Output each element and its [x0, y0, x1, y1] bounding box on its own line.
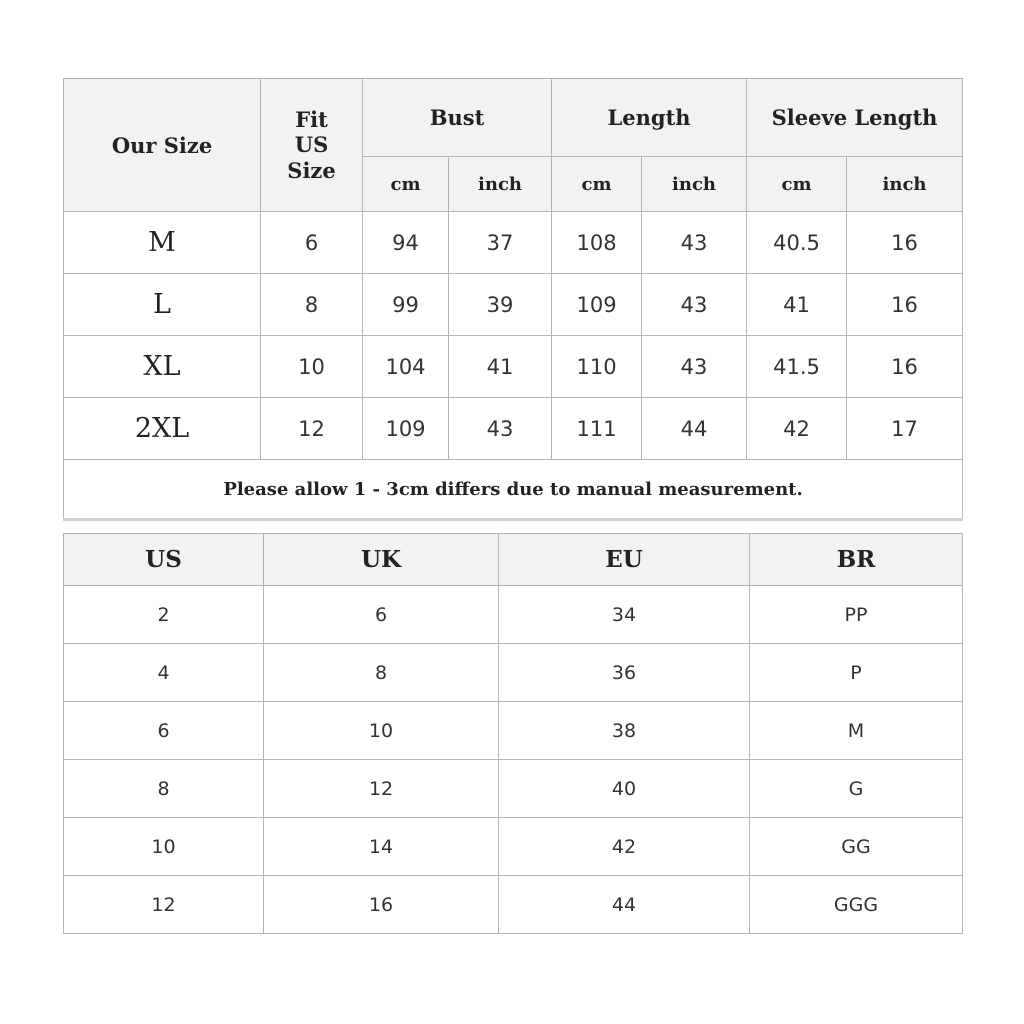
br-cell: PP	[750, 586, 963, 644]
table-row	[64, 212, 963, 274]
unit-bust-inch: inch	[449, 157, 552, 212]
header-our-size: Our Size	[64, 79, 261, 212]
us-cell: 10	[64, 818, 264, 876]
bust-cm-cell: 99	[363, 274, 449, 336]
table-row	[64, 644, 963, 702]
length-cm-cell: 108	[552, 212, 642, 274]
br-cell: GGG	[750, 876, 963, 934]
unit-length-cm: cm	[552, 157, 642, 212]
br-cell: G	[750, 760, 963, 818]
header-sleeve-length: Sleeve Length	[747, 79, 963, 157]
eu-cell: 42	[499, 818, 750, 876]
uk-cell: 8	[264, 644, 499, 702]
table-row	[64, 336, 963, 398]
bust-cm-cell: 109	[363, 398, 449, 460]
header-fit-us-size-label: Fit US Size	[287, 107, 336, 183]
table-row	[64, 702, 963, 760]
header-eu: EU	[499, 534, 750, 586]
sleeve-inch-cell: 16	[847, 212, 963, 274]
eu-cell: 38	[499, 702, 750, 760]
fit-us-cell: 12	[261, 398, 363, 460]
length-inch-cell: 43	[642, 274, 747, 336]
table-row	[64, 274, 963, 336]
sleeve-inch-cell: 16	[847, 274, 963, 336]
uk-cell: 16	[264, 876, 499, 934]
header-bust: Bust	[363, 79, 552, 157]
eu-cell: 40	[499, 760, 750, 818]
length-cm-cell: 109	[552, 274, 642, 336]
header-br: BR	[750, 534, 963, 586]
sleeve-inch-cell: 16	[847, 336, 963, 398]
sleeve-cm-cell: 42	[747, 398, 847, 460]
size-cell: M	[64, 212, 261, 274]
measurement-note: Please allow 1 - 3cm differs due to manual measurement.	[64, 460, 963, 520]
size-cell: L	[64, 274, 261, 336]
length-inch-cell: 44	[642, 398, 747, 460]
us-cell: 6	[64, 702, 264, 760]
bust-cm-cell: 94	[363, 212, 449, 274]
size-cell: XL	[64, 336, 261, 398]
uk-cell: 12	[264, 760, 499, 818]
length-inch-cell: 43	[642, 336, 747, 398]
bust-cm-cell: 104	[363, 336, 449, 398]
sleeve-inch-cell: 17	[847, 398, 963, 460]
table-row	[64, 586, 963, 644]
bust-inch-cell: 41	[449, 336, 552, 398]
length-cm-cell: 110	[552, 336, 642, 398]
table-row	[64, 818, 963, 876]
size-conversion-table	[63, 533, 963, 934]
length-inch-cell: 43	[642, 212, 747, 274]
sleeve-cm-cell: 40.5	[747, 212, 847, 274]
unit-sleeve-inch: inch	[847, 157, 963, 212]
sleeve-cm-cell: 41	[747, 274, 847, 336]
us-cell: 12	[64, 876, 264, 934]
bust-inch-cell: 43	[449, 398, 552, 460]
header-fit-us-size	[261, 79, 363, 212]
br-cell: GG	[750, 818, 963, 876]
header-uk: UK	[264, 534, 499, 586]
table-row	[64, 760, 963, 818]
br-cell: P	[750, 644, 963, 702]
size-chart-table	[63, 78, 963, 521]
unit-bust-cm: cm	[363, 157, 449, 212]
fit-us-cell: 10	[261, 336, 363, 398]
us-cell: 4	[64, 644, 264, 702]
bust-inch-cell: 39	[449, 274, 552, 336]
uk-cell: 6	[264, 586, 499, 644]
unit-length-inch: inch	[642, 157, 747, 212]
fit-us-cell: 8	[261, 274, 363, 336]
length-cm-cell: 111	[552, 398, 642, 460]
fit-us-cell: 6	[261, 212, 363, 274]
header-us: US	[64, 534, 264, 586]
sleeve-cm-cell: 41.5	[747, 336, 847, 398]
table-row	[64, 876, 963, 934]
size-cell: 2XL	[64, 398, 261, 460]
bust-inch-cell: 37	[449, 212, 552, 274]
us-cell: 8	[64, 760, 264, 818]
eu-cell: 44	[499, 876, 750, 934]
unit-sleeve-cm: cm	[747, 157, 847, 212]
table-row	[64, 398, 963, 460]
us-cell: 2	[64, 586, 264, 644]
uk-cell: 14	[264, 818, 499, 876]
br-cell: M	[750, 702, 963, 760]
eu-cell: 34	[499, 586, 750, 644]
eu-cell: 36	[499, 644, 750, 702]
uk-cell: 10	[264, 702, 499, 760]
header-length: Length	[552, 79, 747, 157]
